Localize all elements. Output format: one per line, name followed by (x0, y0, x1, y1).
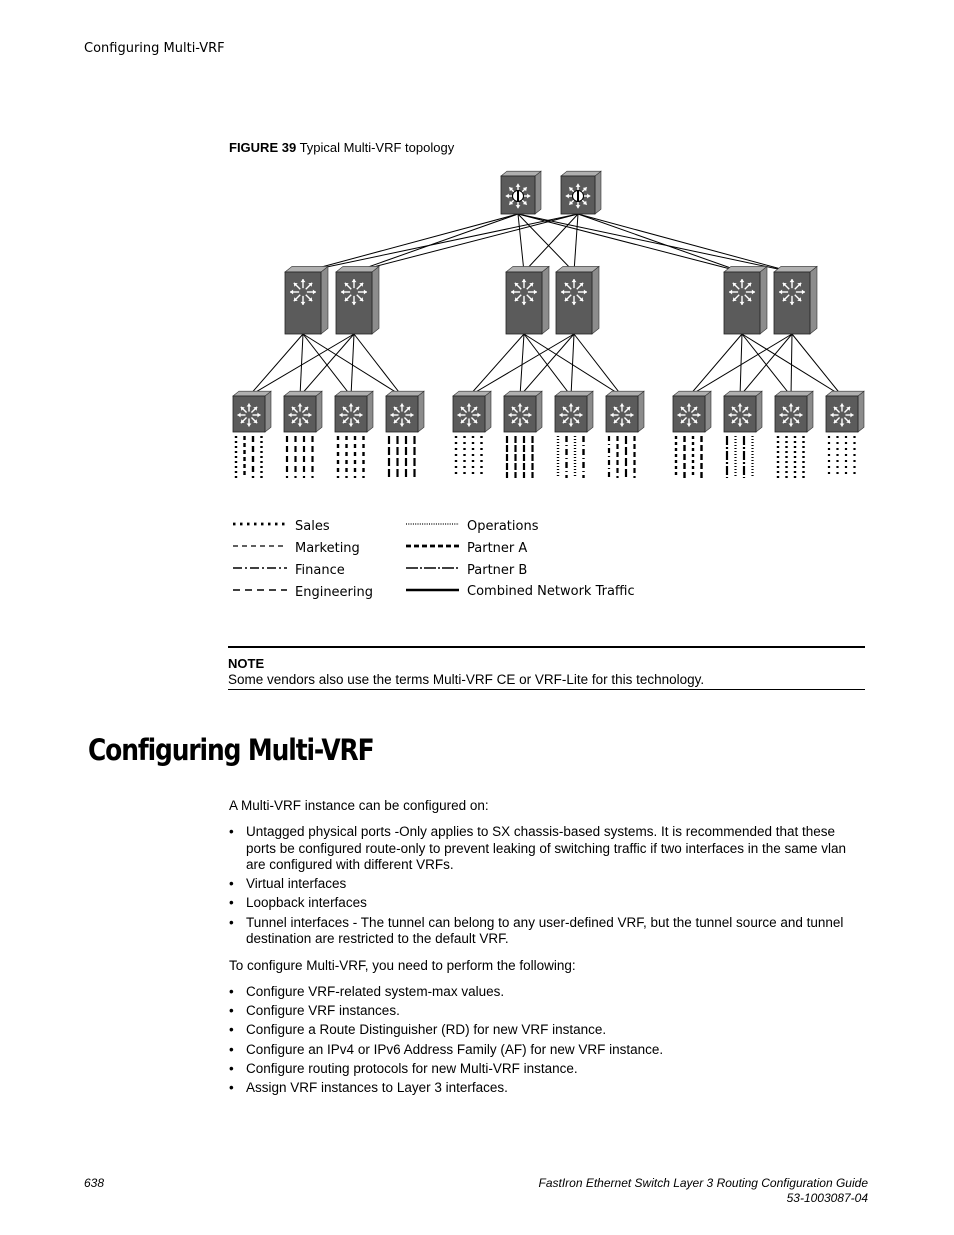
traffic-pattern (456, 436, 482, 478)
list-item: • Tunnel interfaces - The tunnel can belong to any user-defined VRF, but the tunnel source and tunnel destination are restricted to the default VRF. (229, 915, 864, 948)
access-switch-8 (606, 391, 644, 432)
list-item: • Assign VRF instances to Layer 3 interfaces. (229, 1080, 864, 1097)
list-item: • Configure routing protocols for new Multi-VRF instance. (229, 1061, 864, 1078)
legend-operations: Operations (467, 519, 539, 534)
interface-list (229, 824, 864, 950)
traffic-pattern (558, 436, 584, 478)
note-text: Some vendors also use the terms Multi-VRF CE or VRF-Lite for this technology. (228, 672, 705, 687)
list-item: • Configure VRF-related system-max values. (229, 984, 864, 1001)
traffic-pattern (389, 436, 415, 478)
legend-marketing: Marketing (295, 541, 360, 556)
note-title: NOTE (228, 656, 265, 671)
legend-partner-b: Partner B (467, 563, 528, 578)
traffic-pattern (829, 436, 855, 478)
traffic-pattern (727, 436, 753, 478)
list-item: • Configure a Route Distinguisher (RD) for new VRF instance. (229, 1022, 864, 1039)
page-number: 638 (84, 1176, 105, 1190)
steps-list (229, 984, 864, 1099)
access-switch-1 (233, 391, 271, 432)
traffic-pattern (676, 436, 702, 478)
distribution-switch-6 (774, 266, 817, 334)
core-router-1 (501, 171, 541, 214)
legend-partner-a: Partner A (467, 541, 528, 556)
access-switch-5 (453, 391, 491, 432)
traffic-pattern (338, 436, 364, 478)
book-title: FastIron Ethernet Switch Layer 3 Routing Configuration Guide (538, 1176, 868, 1190)
distribution-switch-1 (285, 266, 328, 334)
list-item: • Untagged physical ports -Only applies to SX chassis-based systems. It is recommended that these ports be configured route-only to prevent leaking of switching traffic if two interfaces in the same vlan are configured with different VRFs. (229, 824, 864, 874)
figure-label: FIGURE 39 (229, 140, 297, 155)
legend-sales: Sales (295, 519, 330, 534)
multi-vrf-topology-diagram (225, 168, 875, 608)
traffic-pattern (609, 436, 635, 478)
access-switch-7 (555, 391, 593, 432)
access-switch-3 (335, 391, 373, 432)
running-header: Configuring Multi-VRF (84, 41, 225, 56)
traffic-pattern (507, 436, 533, 478)
traffic-pattern (236, 436, 262, 478)
distribution-switch-2 (336, 266, 379, 334)
core-router-2 (561, 171, 601, 214)
access-switch-11 (775, 391, 813, 432)
legend-finance: Finance (295, 563, 345, 578)
list-item: • Virtual interfaces (229, 876, 864, 893)
intro-paragraph: A Multi-VRF instance can be configured on: (229, 798, 489, 813)
list-item: • Configure VRF instances. (229, 1003, 864, 1020)
doc-number: 53-1003087-04 (786, 1191, 868, 1205)
legend-combined-traffic: Combined Network Traffic (467, 584, 635, 599)
section-title: Configuring Multi-VRF (88, 733, 374, 767)
list-item: • Configure an IPv4 or IPv6 Address Family (AF) for new VRF instance. (229, 1042, 864, 1059)
traffic-pattern (287, 436, 313, 478)
access-switch-9 (673, 391, 711, 432)
access-switch-2 (284, 391, 322, 432)
access-switch-4 (386, 391, 424, 432)
list-item: • Loopback interfaces (229, 895, 864, 912)
access-switch-10 (724, 391, 762, 432)
figure-caption (229, 140, 454, 155)
traffic-pattern (778, 436, 804, 478)
distribution-switch-5 (724, 266, 767, 334)
steps-intro-paragraph: To configure Multi-VRF, you need to perform the following: (229, 958, 576, 973)
distribution-switch-4 (556, 266, 599, 334)
distribution-switch-3 (506, 266, 549, 334)
access-switch-6 (504, 391, 542, 432)
figure-caption-text: Typical Multi-VRF topology (299, 140, 455, 155)
footer-doc-info (538, 1176, 868, 1206)
access-switch-12 (826, 391, 864, 432)
note-box (228, 646, 865, 690)
legend-engineering: Engineering (295, 585, 373, 600)
